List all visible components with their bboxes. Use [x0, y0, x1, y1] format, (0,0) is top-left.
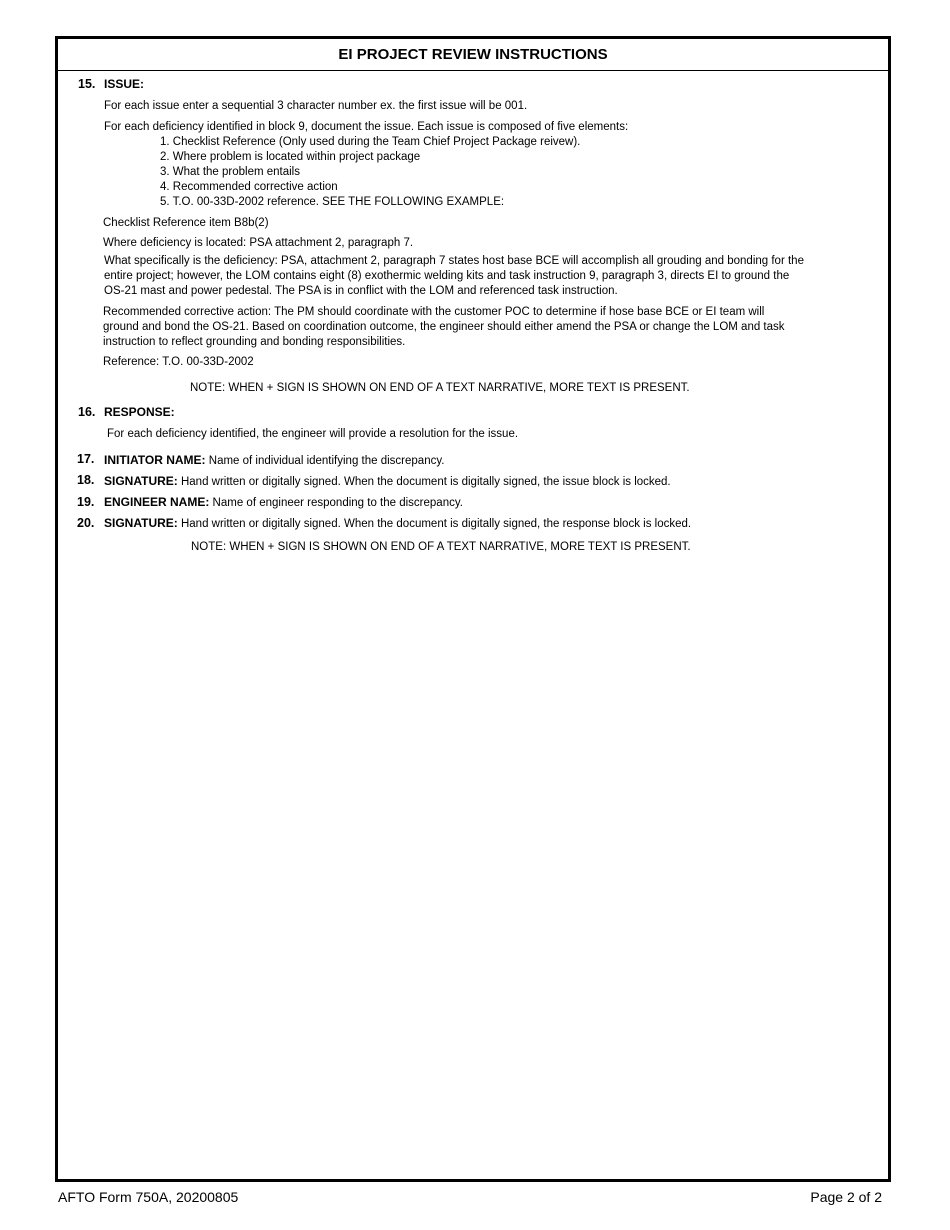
- form-number: AFTO Form 750A, 20200805: [58, 1189, 239, 1205]
- element-item: 4. Recommended corrective action: [160, 181, 338, 193]
- section-17-text: Name of individual identifying the discrepancy.: [208, 455, 445, 467]
- section-18-number: 18.: [77, 473, 95, 487]
- section-19-text: Name of engineer responding to the discrepancy.: [212, 497, 463, 509]
- example-checklist: Checklist Reference item B8b(2): [103, 217, 269, 229]
- section-20-number: 20.: [77, 516, 95, 530]
- issue-intro: For each issue enter a sequential 3 character number ex. the first issue will be 001.: [104, 100, 528, 112]
- example-corrective-action: Recommended corrective action: The PM should coordinate with the customer POC to determine if hose base BCE or EI team will ground and bond the OS-21. Based on coordination outcome, the engineer should either amend the PSA or change the LOM and task instruction to reflect grounding and bonding responsibilities.: [103, 306, 785, 348]
- section-18-text: Hand written or digitally signed. When the document is digitally signed, the issue block is locked.: [180, 476, 671, 488]
- example-deficiency: What specifically is the deficiency: PSA, attachment 2, paragraph 7 states host base BCE will accomplish all grouding and bonding for the entire project; however, the LOM contains eight (8) exothermic welding kits and task instruction 9, paragraph 3, directs EI to ground the OS-21 mast and power pedestal. The PSA is in conflict with the LOM and referenced task instruction.: [104, 255, 804, 297]
- section-19-number: 19.: [77, 495, 95, 509]
- section-19-label: ENGINEER NAME:: [104, 495, 210, 509]
- section-16-label: RESPONSE:: [104, 405, 175, 419]
- element-item: 1. Checklist Reference (Only used during the Team Chief Project Package reivew).: [160, 136, 581, 148]
- element-item: 5. T.O. 00-33D-2002 reference. SEE THE FOLLOWING EXAMPLE:: [160, 196, 505, 208]
- section-15-label: ISSUE:: [104, 77, 145, 91]
- elements-intro: For each deficiency identified in block 9, document the issue. Each issue is composed of five elements:: [104, 121, 629, 133]
- response-text: For each deficiency identified, the engineer will provide a resolution for the issue.: [107, 428, 519, 440]
- element-item: 2. Where problem is located within project package: [160, 151, 421, 163]
- example-location: Where deficiency is located: PSA attachment 2, paragraph 7.: [103, 237, 414, 249]
- section-19-line: [104, 495, 463, 510]
- section-20-line: [104, 516, 691, 531]
- section-18-label: SIGNATURE:: [104, 474, 178, 488]
- section-17-number: 17.: [77, 452, 95, 466]
- section-20-text: Hand written or digitally signed. When the document is digitally signed, the response block is locked.: [180, 518, 692, 530]
- section-17-line: [104, 453, 444, 468]
- example-reference: Reference: T.O. 00-33D-2002: [103, 356, 254, 368]
- section-15-number: 15.: [78, 77, 96, 91]
- page-number: Page 2 of 2: [810, 1189, 882, 1205]
- element-item: 3. What the problem entails: [160, 166, 300, 178]
- note-more-text-final: NOTE: WHEN + SIGN IS SHOWN ON END OF A TEXT NARRATIVE, MORE TEXT IS PRESENT.: [191, 541, 691, 553]
- section-16-number: 16.: [78, 405, 96, 419]
- section-18-line: [104, 474, 671, 489]
- note-more-text: NOTE: WHEN + SIGN IS SHOWN ON END OF A TEXT NARRATIVE, MORE TEXT IS PRESENT.: [190, 382, 690, 394]
- form-title: EI PROJECT REVIEW INSTRUCTIONS: [58, 39, 888, 71]
- section-20-label: SIGNATURE:: [104, 516, 178, 530]
- section-17-label: INITIATOR NAME:: [104, 453, 206, 467]
